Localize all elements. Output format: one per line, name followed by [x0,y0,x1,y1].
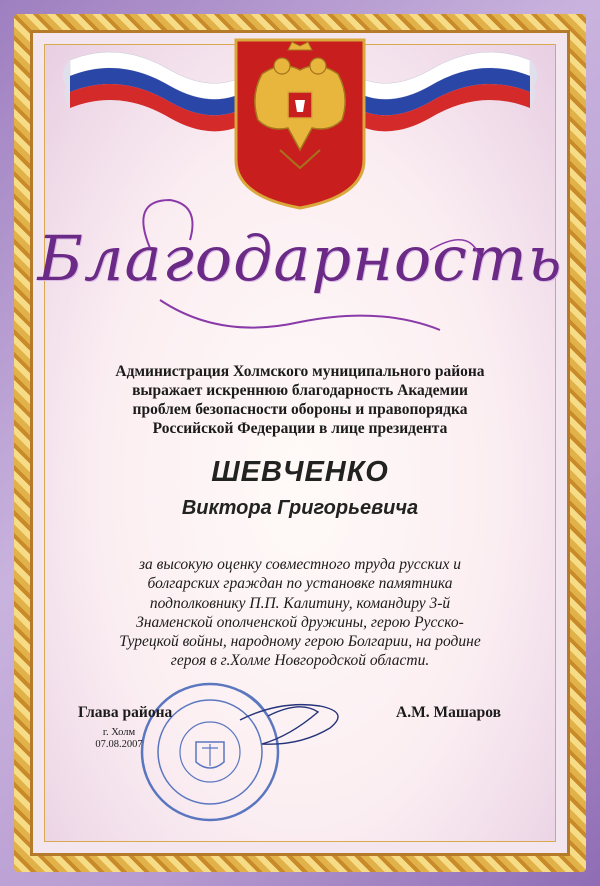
recipient-surname: ШЕВЧЕНКО [211,456,389,488]
body-line: выражает искреннюю благодарность Академии [132,382,468,399]
date-label: 07.08.2007 [95,739,143,750]
signatory-name: А.М. Машаров [396,704,502,721]
body-line: проблем безопасности обороны и правопорядка [132,401,468,418]
place-and-date [85,727,153,751]
certificate-title: Благодарность [37,222,563,295]
reason-line: Знаменской ополченской дружины, герою Русско- [136,613,464,631]
body-line: Российской Федерации в лице президента [152,420,448,437]
signatory-title: Глава района [78,704,173,721]
reason-line: Турецкой войны, народному герою Болгарии, на родине [119,633,481,651]
recipient-given-name: Виктора Григорьевича [181,497,419,519]
reason-line: героя в г.Холме Новгородской области. [170,652,430,670]
reason-line: болгарских граждан по установке памятника [147,575,453,593]
place-label: г. Холм [102,727,136,738]
body-line: Администрация Холмского муниципального района [115,363,485,380]
reason-line: за высокую оценку совместного труда русских и [139,556,461,573]
reason-line: подполковнику П.П. Калитину, командиру 3-й [149,594,451,612]
